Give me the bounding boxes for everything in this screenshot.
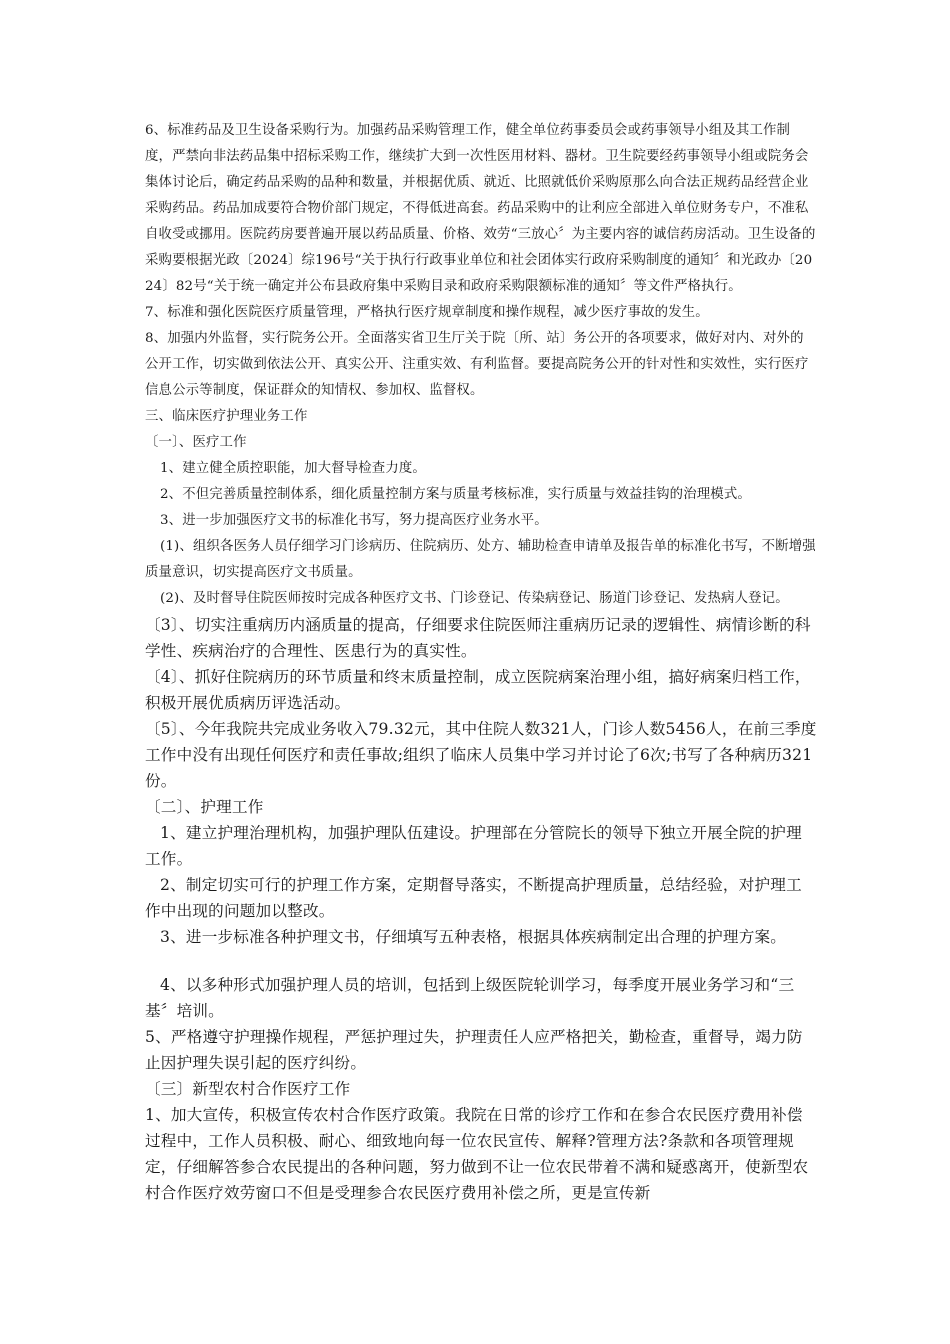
- subsection-heading-nursing-work: 〔二〕、护理工作: [145, 798, 264, 816]
- paragraph-item-8-supervision: 8、加强内外监督，实行院务公开。全面落实省卫生厅关于院〔所、站〕务公开的各项要求，做好对内、对外的公开工作，切实做到依法公开、真实公开、注重实效、有利监督。要提高院务公开的针对性和实效性，实行医疗信息公示等制度，保证群众的知情权、参加权、监督权。: [145, 331, 809, 398]
- nursing-item-5: 5、严格遵守护理操作规程，严惩护理过失，护理责任人应严格把关，勤检查，重督导，竭力防止因护理失误引起的医疗纠纷。: [145, 1028, 803, 1072]
- medical-item-1: 1、建立健全质控职能，加大督导检查力度。: [160, 461, 426, 476]
- medical-item-2: 2、不但完善质量控制体系，细化质量控制方案与质量考核标准，实行质量与效益挂钩的治理模式。: [160, 487, 751, 502]
- nursing-item-4: 4、以多种形式加强护理人员的培训，包括到上级医院轮训学习，每季度开展业务学习和“三基〞培训。: [145, 976, 795, 1020]
- blank-line: [145, 950, 817, 972]
- nursing-item-3: 3、进一步标准各种护理文书，仔细填写五种表格，根据具体疾病制定出合理的护理方案。: [160, 928, 787, 946]
- rural-item-1: 1、加大宣传，积极宣传农村合作医疗政策。我院在日常的诊疗工作和在参合农民医疗费用补偿过程中，工作人员积极、耐心、细致地向每一位农民宣传、解释?管理方法?条款和各项管理规定，仔细解答参合农民提出的各种问题，努力做到不让一位农民带着不满和疑惑离开，使新型农村合作医疗效劳窗口不但是受理参合农民医疗费用补偿之所，更是宣传新: [145, 1106, 809, 1202]
- subsection-heading-rural-cooperative-medical: 〔三〕新型农村合作医疗工作: [145, 1080, 351, 1098]
- nursing-item-1: 1、建立护理治理机构，加强护理队伍建设。护理部在分管院长的领导下独立开展全院的护理工作。: [145, 824, 802, 868]
- medical-subitem-4: 〔4〕、抓好住院病历的环节质量和终末质量控制，成立医院病案治理小组，搞好病案归档工作，积极开展优质病历评选活动。: [145, 668, 811, 712]
- section-heading-clinical-work: 三、临床医疗护理业务工作: [145, 409, 308, 424]
- subsection-heading-medical-work: 〔一〕、医疗工作: [145, 435, 247, 450]
- medical-subitem-1: (1)、组织各医务人员仔细学习门诊病历、住院病历、处方、辅助检查申请单及报告单的标准化书写，不断增强质量意识，切实提高医疗文书质量。: [145, 539, 816, 580]
- medical-subitem-5: 〔5〕、今年我院共完成业务收入79.32元，其中住院人数321人，门诊人数5456人，在前三季度工作中没有出现任何医疗和责任事故;组织了临床人员集中学习并讨论了6次;书写了各种病历321份。: [145, 720, 817, 790]
- paragraph-item-6-drug-procurement: 6、标准药品及卫生设备采购行为。加强药品采购管理工作，健全单位药事委员会或药事领导小组及其工作制度，严禁向非法药品集中招标采购工作，继续扩大到一次性医用材料、器材。卫生院要经药事领导小组或院务会集体讨论后，确定药品采购的品种和数量，并根据优质、就近、比照就低价采购原那么向合法正规药品经营企业采购药品。药品加成要符合物价部门规定，不得低进高套。药品采购中的让利应全部进入单位财务专户，不准私自收受或挪用。医院药房要普遍开展以药品质量、价格、效劳“三放心〞为主要内容的诚信药房活动。卫生设备的采购要根据光政〔2024〕综196号“关于执行行政事业单位和社会团体实行政府采购制度的通知〞和光政办〔2024〕82号“关于统一确定并公布县政府集中采购目录和政府采购限额标准的通知〞等文件严格执行。: [145, 123, 816, 294]
- document-page: [145, 118, 817, 1206]
- paragraph-item-7-quality-management: 7、标准和强化医院医疗质量管理，严格执行医疗规章制度和操作规程，减少医疗事故的发生。: [145, 305, 709, 320]
- medical-subitem-3: 〔3〕、切实注重病历内涵质量的提高，仔细要求住院医师注重病历记录的逻辑性、病情诊断的科学性、疾病治疗的合理性、医患行为的真实性。: [145, 616, 811, 660]
- medical-item-3: 3、进一步加强医疗文书的标准化书写，努力提高医疗业务水平。: [160, 513, 548, 528]
- nursing-item-2: 2、制定切实可行的护理工作方案，定期督导落实，不断提高护理质量，总结经验，对护理工作中出现的问题加以整改。: [145, 876, 802, 920]
- medical-subitem-2: (2)、及时督导住院医师按时完成各种医疗文书、门诊登记、传染病登记、肠道门诊登记、发热病人登记。: [160, 591, 789, 606]
